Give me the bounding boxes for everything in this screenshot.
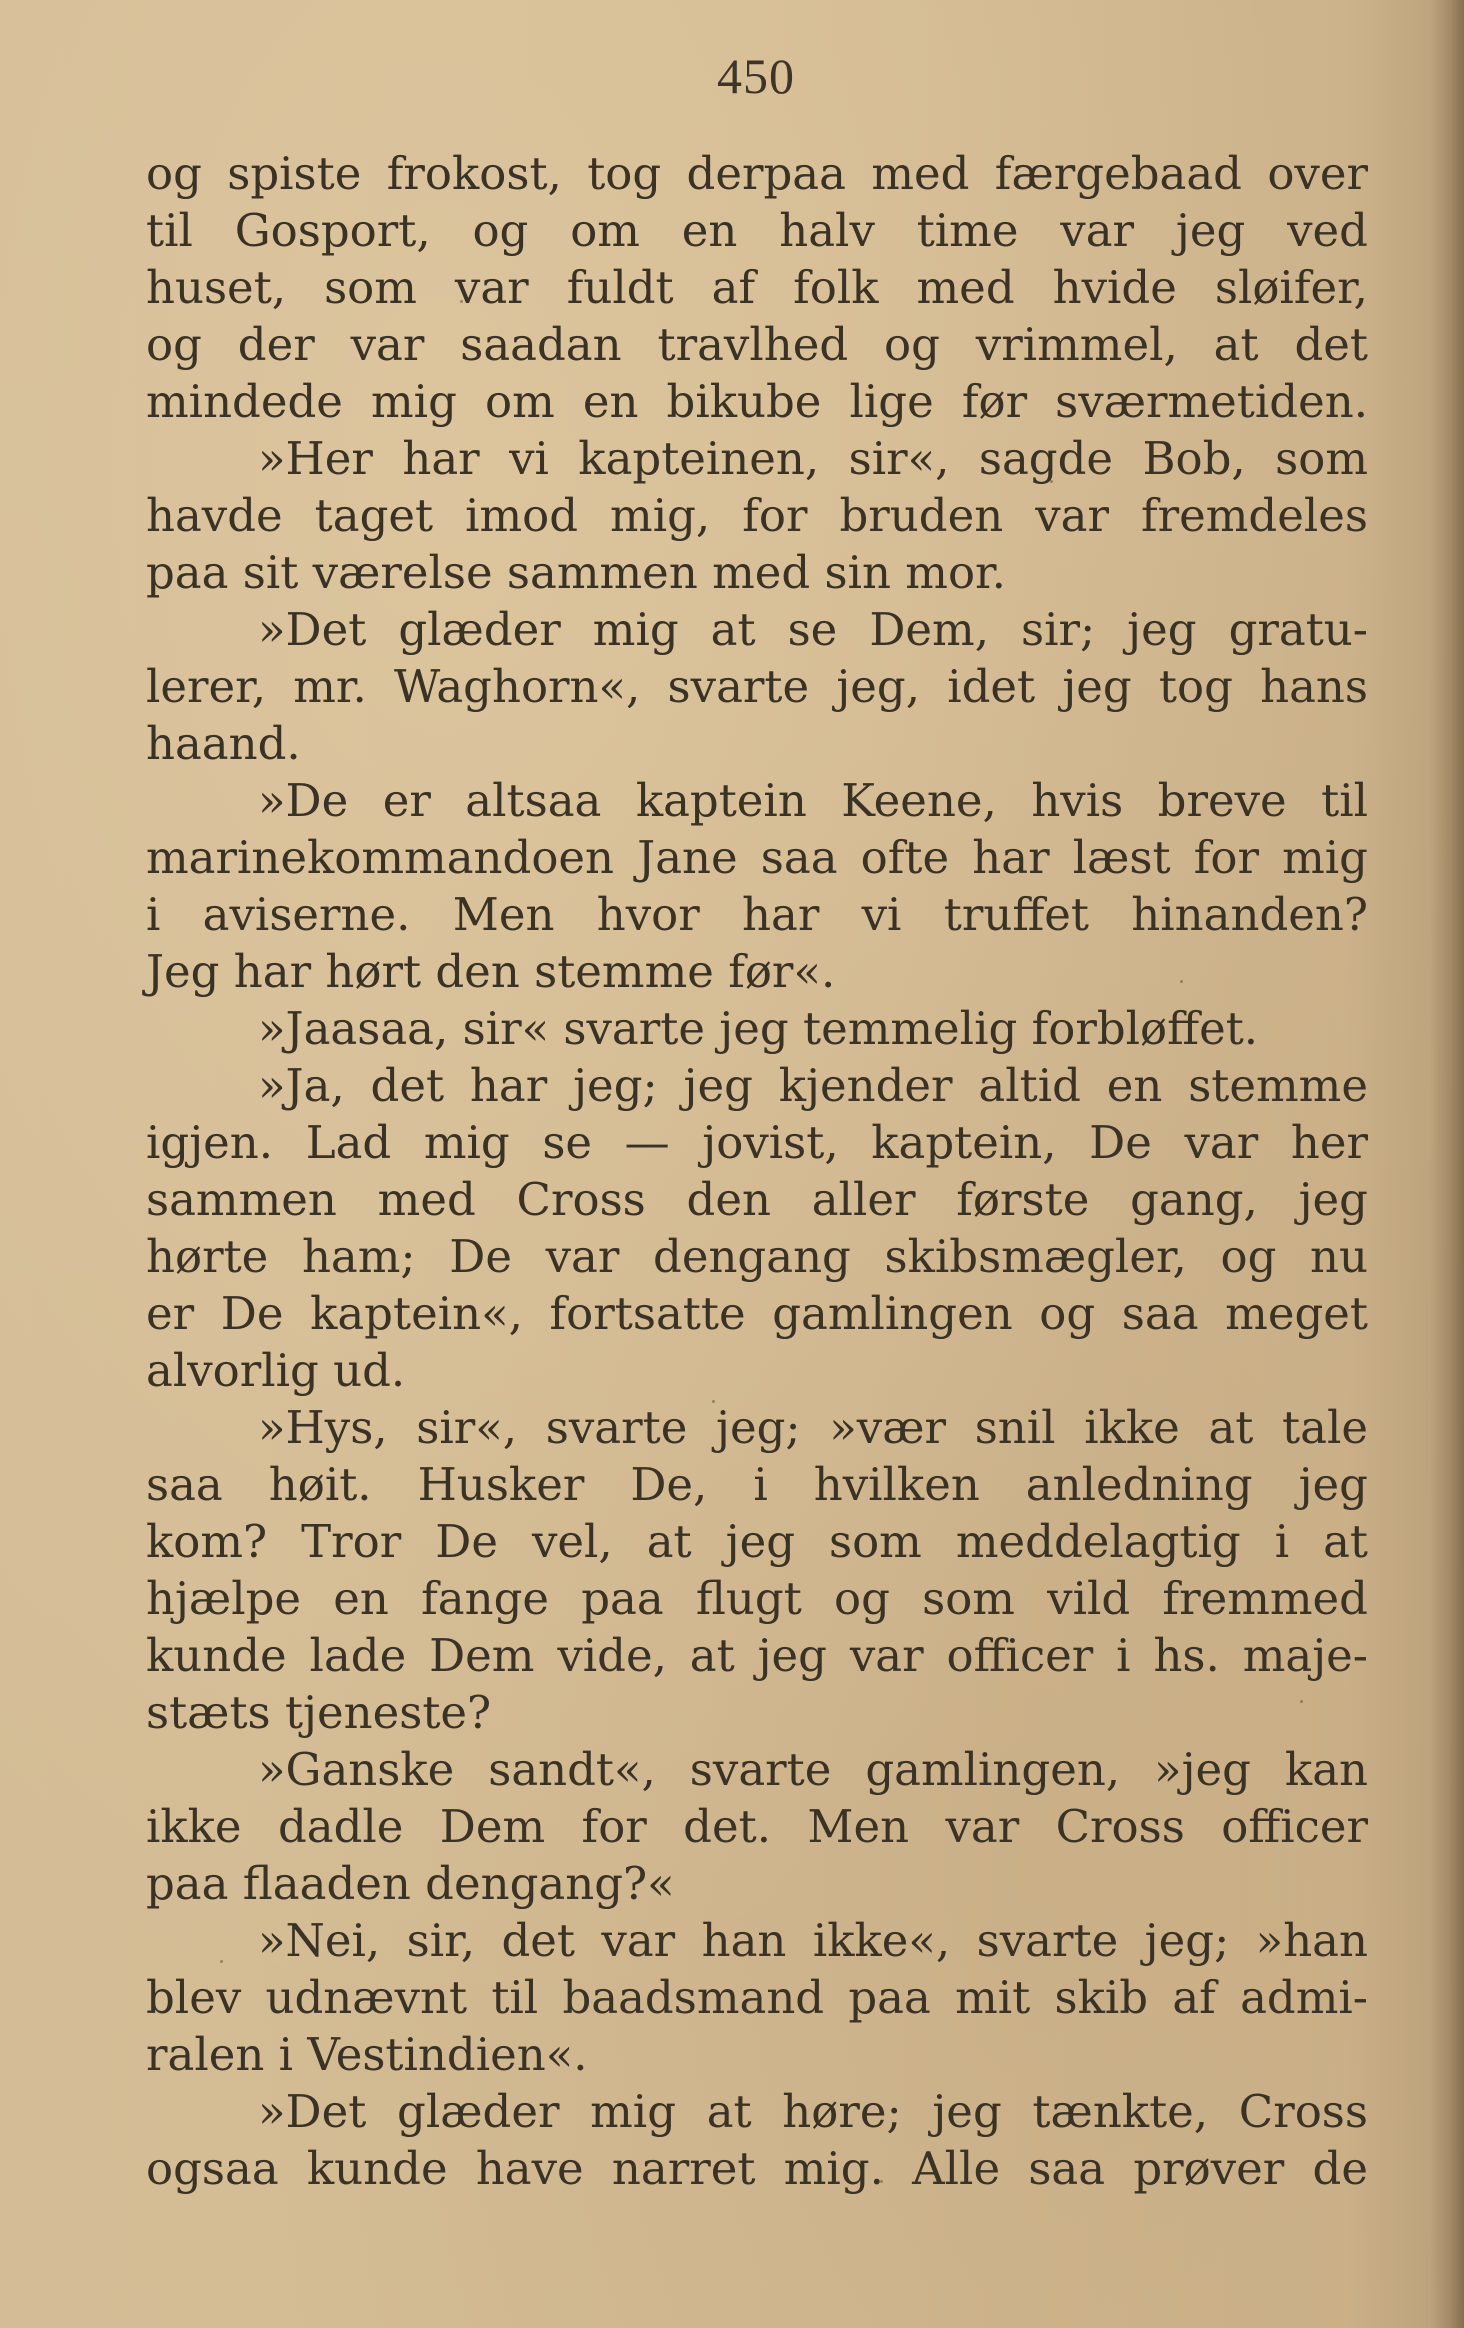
text-line: er De kaptein«, fortsatte gamlingen og saa meget bbox=[146, 1287, 1368, 1340]
text-line: igjen. Lad mig se — jovist, kaptein, De var her bbox=[146, 1116, 1368, 1169]
paper-speck bbox=[318, 1020, 321, 1023]
text-line: hørte ham; De var dengang skibsmægler, og nu bbox=[146, 1230, 1368, 1283]
text-line: paa flaaden dengang?« bbox=[146, 1857, 675, 1910]
text-line: »Det glæder mig at se Dem, sir; jeg gratu- bbox=[258, 603, 1368, 656]
text-line: ralen i Vestindien«. bbox=[146, 2028, 588, 2081]
text-line: marinekommandoen Jane saa ofte har læst for mig bbox=[146, 831, 1368, 884]
text-line: »Det glæder mig at høre; jeg tænkte, Cross bbox=[258, 2085, 1368, 2138]
paper-speck bbox=[1300, 1700, 1303, 1703]
text-line: lerer, mr. Waghorn«, svarte jeg, idet jeg tog hans bbox=[146, 660, 1368, 713]
text-line: Jeg har hørt den stemme før«. bbox=[146, 945, 836, 998]
text-line: og spiste frokost, tog derpaa med færgebaad over bbox=[146, 147, 1368, 200]
text-line: havde taget imod mig, for bruden var fremdeles bbox=[146, 489, 1368, 542]
text-line: »Ganske sandt«, svarte gamlingen, »jeg kan bbox=[258, 1743, 1368, 1796]
text-line: »Hys, sir«, svarte jeg; »vær snil ikke at tale bbox=[258, 1401, 1368, 1454]
text-line: til Gosport, og om en halv time var jeg ved bbox=[146, 204, 1368, 257]
text-line: »Jaasaa, sir« svarte jeg temmelig forbløffet. bbox=[258, 1002, 1259, 1055]
text-line: mindede mig om en bikube lige før sværmetiden. bbox=[146, 375, 1368, 428]
text-line: »De er altsaa kaptein Keene, hvis breve til bbox=[258, 774, 1368, 827]
text-line: ogsaa kunde have narret mig. Alle saa prøver de bbox=[146, 2142, 1368, 2195]
paper-speck bbox=[220, 1960, 223, 1963]
text-line: »Nei, sir, det var han ikke«, svarte jeg; »han bbox=[258, 1914, 1368, 1967]
text-line: ikke dadle Dem for det. Men var Cross officer bbox=[146, 1800, 1368, 1853]
text-line: og der var saadan travlhed og vrimmel, at det bbox=[146, 318, 1368, 371]
page-number: 450 bbox=[717, 48, 795, 104]
text-line: haand. bbox=[146, 717, 301, 770]
page-edge-shadow bbox=[1430, 0, 1464, 2328]
text-line: kunde lade Dem vide, at jeg var officer i hs. maje- bbox=[146, 1629, 1368, 1682]
text-line: sammen med Cross den aller første gang, jeg bbox=[146, 1173, 1368, 1226]
text-line: i aviserne. Men hvor har vi truffet hinanden? bbox=[146, 888, 1368, 941]
text-line: blev udnævnt til baadsmand paa mit skib af admi- bbox=[146, 1971, 1368, 2024]
text-line: »Ja, det har jeg; jeg kjender altid en stemme bbox=[258, 1059, 1368, 1112]
paper-speck bbox=[460, 300, 463, 303]
body-text bbox=[146, 145, 1368, 2197]
text-line: kom? Tror De vel, at jeg som meddelagtig i at bbox=[146, 1515, 1368, 1568]
text-line: alvorlig ud. bbox=[146, 1344, 406, 1397]
text-line: huset, som var fuldt af folk med hvide sløifer, bbox=[146, 261, 1368, 314]
paper-speck bbox=[712, 1400, 715, 1403]
paper-speck bbox=[1050, 480, 1053, 483]
text-line: saa høit. Husker De, i hvilken anledning jeg bbox=[146, 1458, 1368, 1511]
text-line: hjælpe en fange paa flugt og som vild fremmed bbox=[146, 1572, 1368, 1625]
text-line: paa sit værelse sammen med sin mor. bbox=[146, 546, 1006, 599]
text-line: »Her har vi kapteinen, sir«, sagde Bob, som bbox=[258, 432, 1368, 485]
text-line: stæts tjeneste? bbox=[146, 1686, 492, 1739]
paper-speck bbox=[1180, 980, 1183, 983]
paper-speck bbox=[880, 2180, 883, 2183]
